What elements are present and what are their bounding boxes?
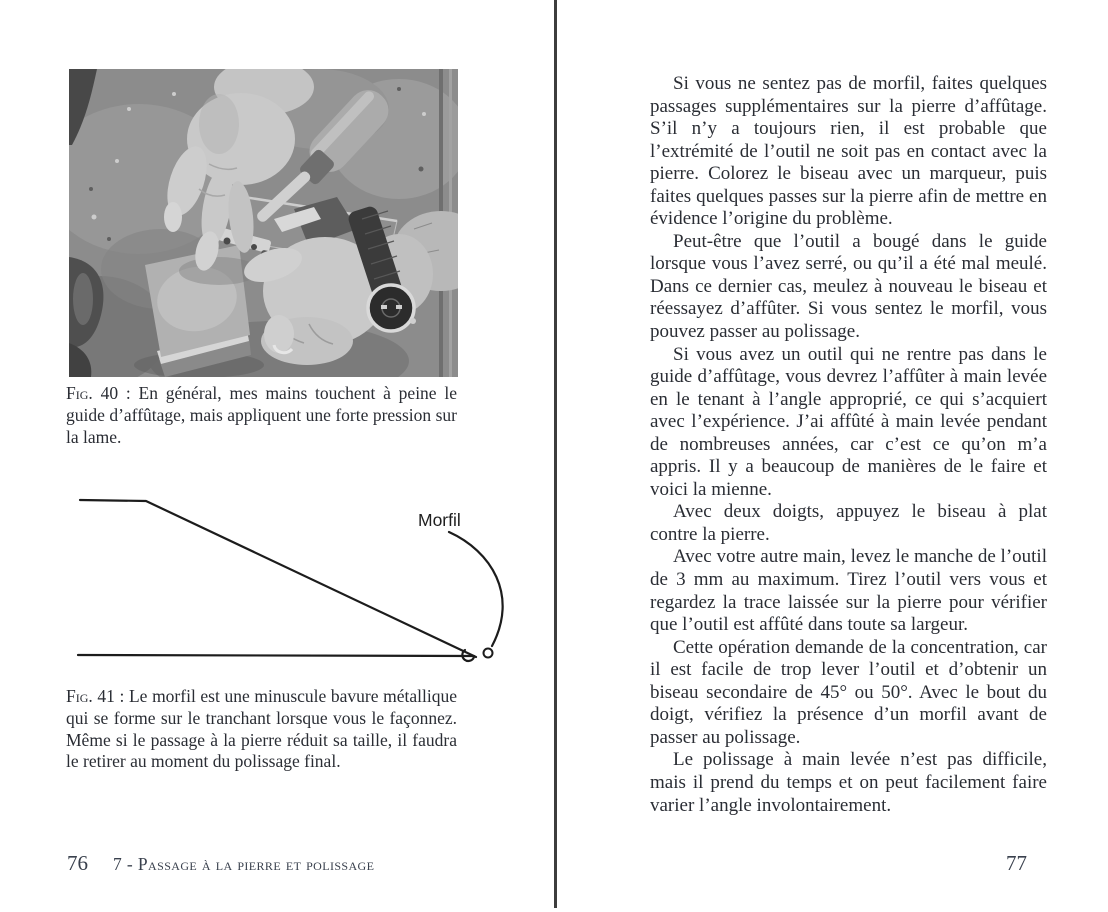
right-page-number: 77 — [1006, 851, 1027, 875]
figure-41-caption-text: : Le morfil est une minuscule bavure métallique qui se forme sur le tranchant lorsque vous le façonnez. Même si le passage à la pierre réduit sa taille, il faudra le retirer au moment du polissage final. — [66, 686, 457, 772]
page-gutter-divider — [554, 0, 557, 908]
left-page-number: 76 — [67, 851, 88, 875]
body-paragraph-4: Avec deux doigts, appuyez le biseau à plat contre la pierre. — [650, 501, 1047, 545]
figure-41-label: Fig. 41 — [66, 686, 115, 706]
body-paragraph-1: Si vous ne sentez pas de morfil, faites quelques passages supplémentaires sur la pierre d’affûtage. S’il n’y a toujours rien, il est probable que l’extrémité de l’outil ne soit pas en contact avec la pierre. Colorez le biseau avec un marqueur, puis faites quelques passes sur la pierre afin de mettre en évidence l’origine du problème. — [650, 73, 1047, 230]
chapter-running-title: 7 - Passage à la pierre et polissage — [113, 854, 375, 874]
figure-41-diagram — [60, 483, 530, 678]
figure-40-caption-text: : En général, mes mains touchent à peine le guide d’affûtage, mais appliquent une forte pression sur la lame. — [66, 383, 458, 447]
burr-callout-circle — [484, 649, 493, 658]
figure-41-caption — [66, 686, 457, 773]
body-paragraph-2: Peut-être que l’outil a bougé dans le guide lorsque vous l’avez serré, ou qu’il a été mal meulé. Dans ce dernier cas, meulez à nouveau le biseau et réessayez d’affûter. Si vous sentez le morfil, vous pouvez passer au polissage. — [650, 230, 1047, 343]
figure-40-label: Fig. 40 — [66, 383, 119, 403]
figure-40-caption — [66, 383, 457, 448]
body-paragraph-5: Avec votre autre main, levez le manche de l’outil de 3 mm au maximum. Tirez l’outil vers vous et regardez la trace laissée sur la pierre pour vérifier que l’outil est affûté dans toute sa largeur. — [650, 546, 1047, 636]
left-page-footer — [67, 851, 374, 876]
body-paragraph-6: Cette opération demande de la concentration, car il est facile de trop lever l’outil et d’obtenir un biseau secondaire de 45° ou 50°. Avec le bout du doigt, vérifiez la présence d’un morfil avant de passer au polissage. — [650, 636, 1047, 748]
morfil-annotation: Morfil — [418, 510, 461, 530]
body-text-column — [650, 73, 1047, 817]
sharpening-photo-illustration — [69, 69, 458, 377]
figure-40-photo — [69, 69, 458, 377]
body-paragraph-3: Si vous avez un outil qui ne rentre pas dans le guide d’affûtage, vous devrez l’affûter à main levée en le tenant à l’angle approprié, ce qui s’acquiert avec l’expérience. J’ai affûté à main levée pendant de nombreuses années, car c’est ce qu’on m’a appris. Il y a beaucoup de manières de le faire et voici la mienne. — [650, 343, 1047, 500]
body-paragraph-7: Le polissage à main levée n’est pas difficile, mais il prend du temps et on peut facilement faire varier l’angle involontairement. — [650, 749, 1047, 816]
